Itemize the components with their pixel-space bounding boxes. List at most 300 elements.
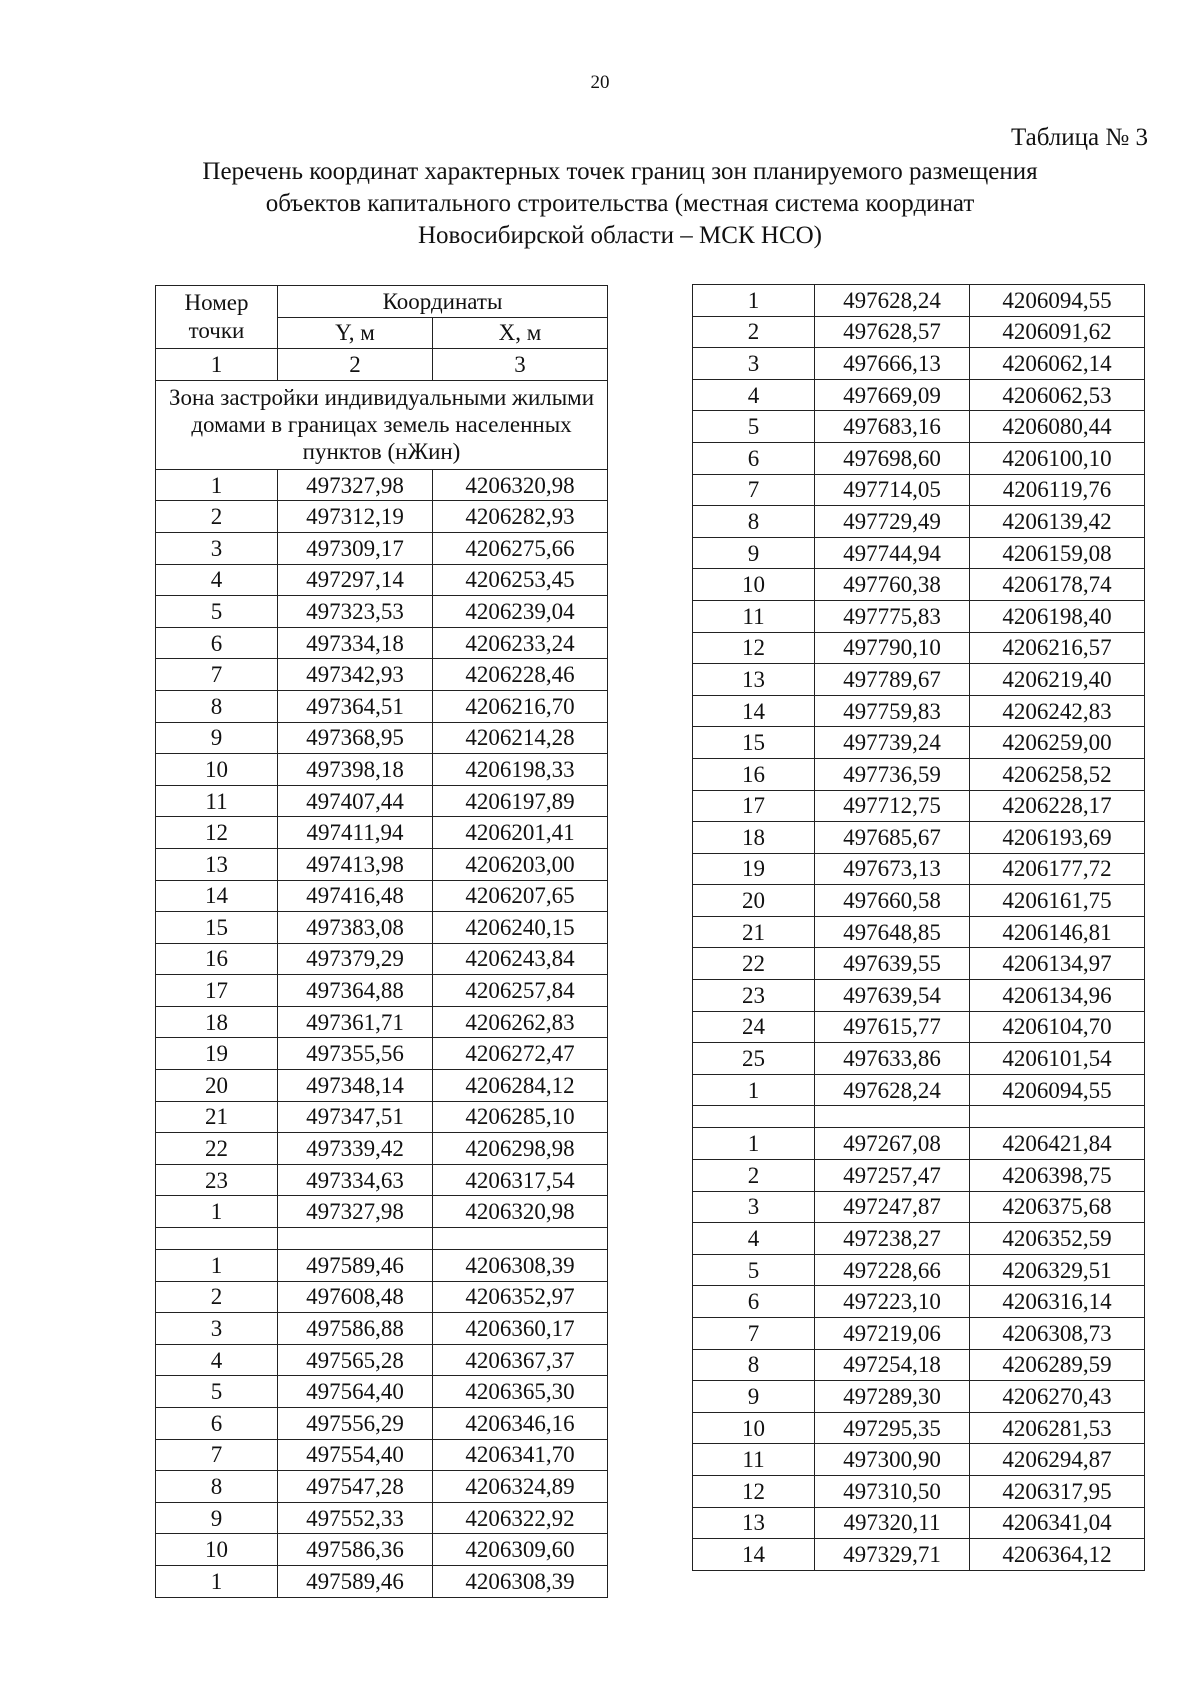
table-row — [693, 1381, 1145, 1413]
point-number-cell: 3 — [156, 1313, 278, 1345]
y-coordinate-cell: 497295,35 — [815, 1412, 970, 1444]
table-row — [693, 1318, 1145, 1350]
point-number-cell: 20 — [693, 885, 815, 917]
x-coordinate-cell: 4206134,97 — [970, 948, 1145, 980]
y-coordinate-cell: 497257,47 — [815, 1160, 970, 1192]
y-coordinate-cell: 497223,10 — [815, 1286, 970, 1318]
x-coordinate-cell: 4206281,53 — [970, 1412, 1145, 1444]
table-row — [156, 532, 608, 564]
y-coordinate-cell: 497669,09 — [815, 379, 970, 411]
y-coordinate-cell: 497790,10 — [815, 632, 970, 664]
y-coordinate-cell: 497552,33 — [278, 1502, 433, 1534]
x-coordinate-cell: 4206275,66 — [433, 532, 608, 564]
x-coordinate-cell: 4206360,17 — [433, 1313, 608, 1345]
y-coordinate-cell: 497364,88 — [278, 975, 433, 1007]
point-number-cell: 9 — [156, 722, 278, 754]
y-coordinate-cell: 497556,29 — [278, 1408, 433, 1440]
table-row — [156, 912, 608, 944]
y-coordinate-cell: 497383,08 — [278, 912, 433, 944]
header-col-number: 1 — [156, 349, 278, 381]
right-table-body — [693, 285, 1145, 1571]
x-coordinate-cell: 4206216,57 — [970, 632, 1145, 664]
empty-cell — [433, 1228, 608, 1250]
empty-cell — [970, 1106, 1145, 1128]
header-col-number: 2 — [278, 349, 433, 381]
x-coordinate-cell: 4206352,97 — [433, 1281, 608, 1313]
x-coordinate-cell: 4206198,40 — [970, 600, 1145, 632]
x-coordinate-cell: 4206177,72 — [970, 853, 1145, 885]
table-row — [693, 537, 1145, 569]
y-coordinate-cell: 497628,57 — [815, 316, 970, 348]
x-coordinate-cell: 4206270,43 — [970, 1381, 1145, 1413]
y-coordinate-cell: 497712,75 — [815, 790, 970, 822]
table-row — [693, 316, 1145, 348]
table-row — [156, 1164, 608, 1196]
y-coordinate-cell: 497736,59 — [815, 758, 970, 790]
point-number-cell: 12 — [156, 817, 278, 849]
x-coordinate-cell: 4206375,68 — [970, 1191, 1145, 1223]
point-number-cell: 22 — [156, 1133, 278, 1165]
left-table-body — [156, 469, 608, 1597]
y-coordinate-cell: 497775,83 — [815, 600, 970, 632]
x-coordinate-cell: 4206421,84 — [970, 1128, 1145, 1160]
point-number-cell: 17 — [156, 975, 278, 1007]
x-coordinate-cell: 4206324,89 — [433, 1471, 608, 1503]
point-number-cell: 2 — [156, 501, 278, 533]
table-row — [156, 1439, 608, 1471]
table-row — [693, 1444, 1145, 1476]
point-number-cell: 21 — [693, 916, 815, 948]
table-row — [693, 379, 1145, 411]
point-number-cell: 7 — [693, 474, 815, 506]
zone-name: Зона застройки индивидуальными жилыми домами в границах земель населенных пунктов (нЖин) — [156, 380, 608, 469]
header-point-number: Номер точки — [156, 286, 278, 349]
x-coordinate-cell: 4206062,14 — [970, 348, 1145, 380]
x-coordinate-cell: 4206308,39 — [433, 1250, 608, 1282]
y-coordinate-cell: 497586,88 — [278, 1313, 433, 1345]
x-coordinate-cell: 4206262,83 — [433, 1006, 608, 1038]
point-number-cell: 2 — [156, 1281, 278, 1313]
y-coordinate-cell: 497348,14 — [278, 1070, 433, 1102]
point-number-cell: 19 — [693, 853, 815, 885]
point-number-cell: 1 — [156, 1565, 278, 1597]
x-coordinate-cell: 4206159,08 — [970, 537, 1145, 569]
y-coordinate-cell: 497554,40 — [278, 1439, 433, 1471]
table-row — [693, 632, 1145, 664]
y-coordinate-cell: 497339,42 — [278, 1133, 433, 1165]
point-number-cell: 10 — [693, 1412, 815, 1444]
y-coordinate-cell: 497297,14 — [278, 564, 433, 596]
x-coordinate-cell: 4206341,04 — [970, 1507, 1145, 1539]
y-coordinate-cell: 497615,77 — [815, 1011, 970, 1043]
point-number-cell: 2 — [693, 1160, 815, 1192]
y-coordinate-cell: 497698,60 — [815, 442, 970, 474]
point-number-cell: 8 — [693, 506, 815, 538]
x-coordinate-cell: 4206134,96 — [970, 980, 1145, 1012]
table-row — [693, 758, 1145, 790]
y-coordinate-cell: 497639,55 — [815, 948, 970, 980]
point-number-cell: 15 — [156, 912, 278, 944]
y-coordinate-cell: 497289,30 — [815, 1381, 970, 1413]
table-row — [693, 569, 1145, 601]
y-coordinate-cell: 497648,85 — [815, 916, 970, 948]
x-coordinate-cell: 4206258,52 — [970, 758, 1145, 790]
y-coordinate-cell: 497729,49 — [815, 506, 970, 538]
y-coordinate-cell: 497310,50 — [815, 1475, 970, 1507]
point-number-cell: 14 — [693, 1539, 815, 1571]
y-coordinate-cell: 497744,94 — [815, 537, 970, 569]
point-number-cell: 5 — [156, 1376, 278, 1408]
y-coordinate-cell: 497320,11 — [815, 1507, 970, 1539]
point-number-cell: 3 — [693, 1191, 815, 1223]
point-number-cell: 7 — [693, 1318, 815, 1350]
x-coordinate-cell: 4206228,17 — [970, 790, 1145, 822]
x-coordinate-cell: 4206341,70 — [433, 1439, 608, 1471]
table-row — [156, 785, 608, 817]
y-coordinate-cell: 497347,51 — [278, 1101, 433, 1133]
x-coordinate-cell: 4206100,10 — [970, 442, 1145, 474]
table-row — [693, 1349, 1145, 1381]
y-coordinate-cell: 497323,53 — [278, 596, 433, 628]
table-row — [156, 1281, 608, 1313]
table-row — [693, 1254, 1145, 1286]
x-coordinate-cell: 4206139,42 — [970, 506, 1145, 538]
table-row — [156, 1250, 608, 1282]
title-line: Новосибирской области – МСК НСО) — [418, 222, 822, 249]
x-coordinate-cell: 4206284,12 — [433, 1070, 608, 1102]
point-number-cell: 10 — [156, 754, 278, 786]
header-col-number: 3 — [433, 349, 608, 381]
point-number-cell: 14 — [156, 880, 278, 912]
table-row — [156, 1070, 608, 1102]
point-number-cell: 25 — [693, 1043, 815, 1075]
y-coordinate-cell: 497673,13 — [815, 853, 970, 885]
point-number-cell: 9 — [693, 1381, 815, 1413]
y-coordinate-cell: 497608,48 — [278, 1281, 433, 1313]
y-coordinate-cell: 497589,46 — [278, 1250, 433, 1282]
table-row — [156, 469, 608, 501]
point-number-cell: 8 — [156, 1471, 278, 1503]
point-number-cell: 3 — [156, 532, 278, 564]
table-row — [156, 1313, 608, 1345]
table-row — [156, 975, 608, 1007]
x-coordinate-cell: 4206203,00 — [433, 848, 608, 880]
header-coordinates: Координаты — [278, 286, 608, 318]
table-row — [693, 1043, 1145, 1075]
table-row — [693, 790, 1145, 822]
point-number-cell: 8 — [693, 1349, 815, 1381]
point-number-cell: 4 — [156, 564, 278, 596]
y-coordinate-cell: 497739,24 — [815, 727, 970, 759]
table-label: Таблица № 3 — [1010, 124, 1148, 151]
header-x: X, м — [433, 317, 608, 349]
point-number-cell: 5 — [156, 596, 278, 628]
y-coordinate-cell: 497547,28 — [278, 1471, 433, 1503]
point-number-cell: 15 — [693, 727, 815, 759]
y-coordinate-cell: 497565,28 — [278, 1344, 433, 1376]
point-number-cell: 14 — [693, 695, 815, 727]
y-coordinate-cell: 497666,13 — [815, 348, 970, 380]
y-coordinate-cell: 497633,86 — [815, 1043, 970, 1075]
point-number-cell: 5 — [693, 1254, 815, 1286]
table-row — [693, 1223, 1145, 1255]
y-coordinate-cell: 497589,46 — [278, 1565, 433, 1597]
coordinates-table-right — [692, 284, 1145, 1571]
x-coordinate-cell: 4206329,51 — [970, 1254, 1145, 1286]
x-coordinate-cell: 4206119,76 — [970, 474, 1145, 506]
table-row — [693, 1160, 1145, 1192]
x-coordinate-cell: 4206320,98 — [433, 469, 608, 501]
y-coordinate-cell: 497327,98 — [278, 469, 433, 501]
x-coordinate-cell: 4206080,44 — [970, 411, 1145, 443]
table-row — [156, 722, 608, 754]
x-coordinate-cell: 4206317,54 — [433, 1164, 608, 1196]
point-number-cell: 17 — [693, 790, 815, 822]
point-number-cell: 12 — [693, 1475, 815, 1507]
table-row — [693, 506, 1145, 538]
point-number-cell: 7 — [156, 659, 278, 691]
x-coordinate-cell: 4206233,24 — [433, 627, 608, 659]
table-row — [156, 1534, 608, 1566]
empty-cell — [156, 1228, 278, 1250]
point-number-cell: 16 — [693, 758, 815, 790]
x-coordinate-cell: 4206242,83 — [970, 695, 1145, 727]
point-number-cell: 1 — [156, 1250, 278, 1282]
point-number-cell: 10 — [156, 1534, 278, 1566]
table-row — [693, 695, 1145, 727]
x-coordinate-cell: 4206352,59 — [970, 1223, 1145, 1255]
table-row — [156, 1471, 608, 1503]
x-coordinate-cell: 4206259,00 — [970, 727, 1145, 759]
y-coordinate-cell: 497760,38 — [815, 569, 970, 601]
table-row — [156, 754, 608, 786]
y-coordinate-cell: 497660,58 — [815, 885, 970, 917]
table-row — [156, 501, 608, 533]
point-number-cell: 21 — [156, 1101, 278, 1133]
empty-cell — [278, 1228, 433, 1250]
x-coordinate-cell: 4206201,41 — [433, 817, 608, 849]
point-number-cell: 4 — [156, 1344, 278, 1376]
table-row — [156, 1133, 608, 1165]
point-number-cell: 22 — [693, 948, 815, 980]
header-y: Y, м — [278, 317, 433, 349]
x-coordinate-cell: 4206198,33 — [433, 754, 608, 786]
y-coordinate-cell: 497407,44 — [278, 785, 433, 817]
table-row — [693, 1011, 1145, 1043]
point-number-cell: 1 — [693, 285, 815, 317]
x-coordinate-cell: 4206289,59 — [970, 1349, 1145, 1381]
x-coordinate-cell: 4206243,84 — [433, 943, 608, 975]
table-row — [156, 1344, 608, 1376]
table-row — [156, 848, 608, 880]
table-row — [693, 948, 1145, 980]
table-row — [156, 1038, 608, 1070]
y-coordinate-cell: 497267,08 — [815, 1128, 970, 1160]
x-coordinate-cell: 4206294,87 — [970, 1444, 1145, 1476]
y-coordinate-cell: 497586,36 — [278, 1534, 433, 1566]
x-coordinate-cell: 4206094,55 — [970, 285, 1145, 317]
x-coordinate-cell: 4206216,70 — [433, 690, 608, 722]
table-row — [693, 664, 1145, 696]
x-coordinate-cell: 4206282,93 — [433, 501, 608, 533]
point-number-cell: 6 — [156, 1408, 278, 1440]
x-coordinate-cell: 4206272,47 — [433, 1038, 608, 1070]
x-coordinate-cell: 4206091,62 — [970, 316, 1145, 348]
point-number-cell: 12 — [693, 632, 815, 664]
y-coordinate-cell: 497413,98 — [278, 848, 433, 880]
x-coordinate-cell: 4206285,10 — [433, 1101, 608, 1133]
x-coordinate-cell: 4206219,40 — [970, 664, 1145, 696]
y-coordinate-cell: 497364,51 — [278, 690, 433, 722]
y-coordinate-cell: 497254,18 — [815, 1349, 970, 1381]
table-row — [693, 348, 1145, 380]
y-coordinate-cell: 497219,06 — [815, 1318, 970, 1350]
point-number-cell: 1 — [693, 1074, 815, 1106]
point-number-cell: 10 — [693, 569, 815, 601]
x-coordinate-cell: 4206197,89 — [433, 785, 608, 817]
table-row — [693, 1191, 1145, 1223]
table-row — [693, 1074, 1145, 1106]
x-coordinate-cell: 4206178,74 — [970, 569, 1145, 601]
table-title — [120, 156, 1120, 252]
table-row — [693, 1475, 1145, 1507]
x-coordinate-cell: 4206253,45 — [433, 564, 608, 596]
table-row — [693, 822, 1145, 854]
x-coordinate-cell: 4206320,98 — [433, 1196, 608, 1228]
x-coordinate-cell: 4206364,12 — [970, 1539, 1145, 1571]
x-coordinate-cell: 4206308,73 — [970, 1318, 1145, 1350]
point-number-cell: 19 — [156, 1038, 278, 1070]
table-row — [156, 943, 608, 975]
y-coordinate-cell: 497300,90 — [815, 1444, 970, 1476]
point-number-cell: 1 — [693, 1128, 815, 1160]
y-coordinate-cell: 497342,93 — [278, 659, 433, 691]
x-coordinate-cell: 4206298,98 — [433, 1133, 608, 1165]
y-coordinate-cell: 497247,87 — [815, 1191, 970, 1223]
x-coordinate-cell: 4206240,15 — [433, 912, 608, 944]
x-coordinate-cell: 4206062,53 — [970, 379, 1145, 411]
y-coordinate-cell: 497379,29 — [278, 943, 433, 975]
y-coordinate-cell: 497685,67 — [815, 822, 970, 854]
point-number-cell: 13 — [156, 848, 278, 880]
table-row — [693, 474, 1145, 506]
point-number-cell: 13 — [693, 1507, 815, 1539]
point-number-cell: 1 — [156, 1196, 278, 1228]
x-coordinate-cell: 4206308,39 — [433, 1565, 608, 1597]
y-coordinate-cell: 497334,18 — [278, 627, 433, 659]
point-number-cell: 18 — [156, 1006, 278, 1038]
x-coordinate-cell: 4206317,95 — [970, 1475, 1145, 1507]
table-row — [156, 659, 608, 691]
table-row — [693, 1128, 1145, 1160]
y-coordinate-cell: 497639,54 — [815, 980, 970, 1012]
x-coordinate-cell: 4206214,28 — [433, 722, 608, 754]
title-line: Перечень координат характерных точек границ зон планируемого размещения — [202, 158, 1038, 185]
table-row — [693, 885, 1145, 917]
x-coordinate-cell: 4206309,60 — [433, 1534, 608, 1566]
y-coordinate-cell: 497329,71 — [815, 1539, 970, 1571]
point-number-cell: 8 — [156, 690, 278, 722]
table-row — [156, 1408, 608, 1440]
y-coordinate-cell: 497228,66 — [815, 1254, 970, 1286]
x-coordinate-cell: 4206367,37 — [433, 1344, 608, 1376]
x-coordinate-cell: 4206101,54 — [970, 1043, 1145, 1075]
point-number-cell: 6 — [693, 442, 815, 474]
table-row — [693, 980, 1145, 1012]
table-row — [693, 285, 1145, 317]
table-row — [156, 1502, 608, 1534]
y-coordinate-cell: 497759,83 — [815, 695, 970, 727]
point-number-cell: 13 — [693, 664, 815, 696]
point-number-cell: 23 — [156, 1164, 278, 1196]
point-number-cell: 9 — [693, 537, 815, 569]
point-number-cell: 4 — [693, 379, 815, 411]
table-row — [156, 690, 608, 722]
point-number-cell: 1 — [156, 469, 278, 501]
table-row — [693, 1286, 1145, 1318]
x-coordinate-cell: 4206193,69 — [970, 822, 1145, 854]
x-coordinate-cell: 4206257,84 — [433, 975, 608, 1007]
x-coordinate-cell: 4206161,75 — [970, 885, 1145, 917]
coordinates-table-left — [155, 285, 608, 1598]
point-number-cell: 3 — [693, 348, 815, 380]
table-row — [693, 1412, 1145, 1444]
empty-cell — [815, 1106, 970, 1128]
point-number-cell: 23 — [693, 980, 815, 1012]
y-coordinate-cell: 497355,56 — [278, 1038, 433, 1070]
table-row — [156, 564, 608, 596]
y-coordinate-cell: 497361,71 — [278, 1006, 433, 1038]
x-coordinate-cell: 4206322,92 — [433, 1502, 608, 1534]
point-number-cell: 16 — [156, 943, 278, 975]
point-number-cell: 5 — [693, 411, 815, 443]
table-row — [156, 1565, 608, 1597]
y-coordinate-cell: 497368,95 — [278, 722, 433, 754]
title-line: объектов капитального строительства (местная система координат — [265, 190, 975, 217]
table-row — [693, 916, 1145, 948]
y-coordinate-cell: 497416,48 — [278, 880, 433, 912]
point-number-cell: 7 — [156, 1439, 278, 1471]
point-number-cell: 4 — [693, 1223, 815, 1255]
table-row — [156, 596, 608, 628]
point-number-cell: 9 — [156, 1502, 278, 1534]
point-number-cell: 11 — [693, 1444, 815, 1476]
y-coordinate-cell: 497238,27 — [815, 1223, 970, 1255]
table-row — [156, 817, 608, 849]
table-row — [156, 1376, 608, 1408]
x-coordinate-cell: 4206239,04 — [433, 596, 608, 628]
y-coordinate-cell: 497628,24 — [815, 285, 970, 317]
y-coordinate-cell: 497714,05 — [815, 474, 970, 506]
y-coordinate-cell: 497628,24 — [815, 1074, 970, 1106]
x-coordinate-cell: 4206228,46 — [433, 659, 608, 691]
point-number-cell: 6 — [156, 627, 278, 659]
table-row — [156, 627, 608, 659]
x-coordinate-cell: 4206316,14 — [970, 1286, 1145, 1318]
page-number: 20 — [590, 72, 610, 93]
table-row — [693, 1507, 1145, 1539]
group-separator-row — [156, 1228, 608, 1250]
x-coordinate-cell: 4206365,30 — [433, 1376, 608, 1408]
x-coordinate-cell: 4206207,65 — [433, 880, 608, 912]
table-row — [156, 880, 608, 912]
y-coordinate-cell: 497334,63 — [278, 1164, 433, 1196]
table-row — [693, 600, 1145, 632]
y-coordinate-cell: 497327,98 — [278, 1196, 433, 1228]
y-coordinate-cell: 497411,94 — [278, 817, 433, 849]
point-number-cell: 18 — [693, 822, 815, 854]
point-number-cell: 20 — [156, 1070, 278, 1102]
